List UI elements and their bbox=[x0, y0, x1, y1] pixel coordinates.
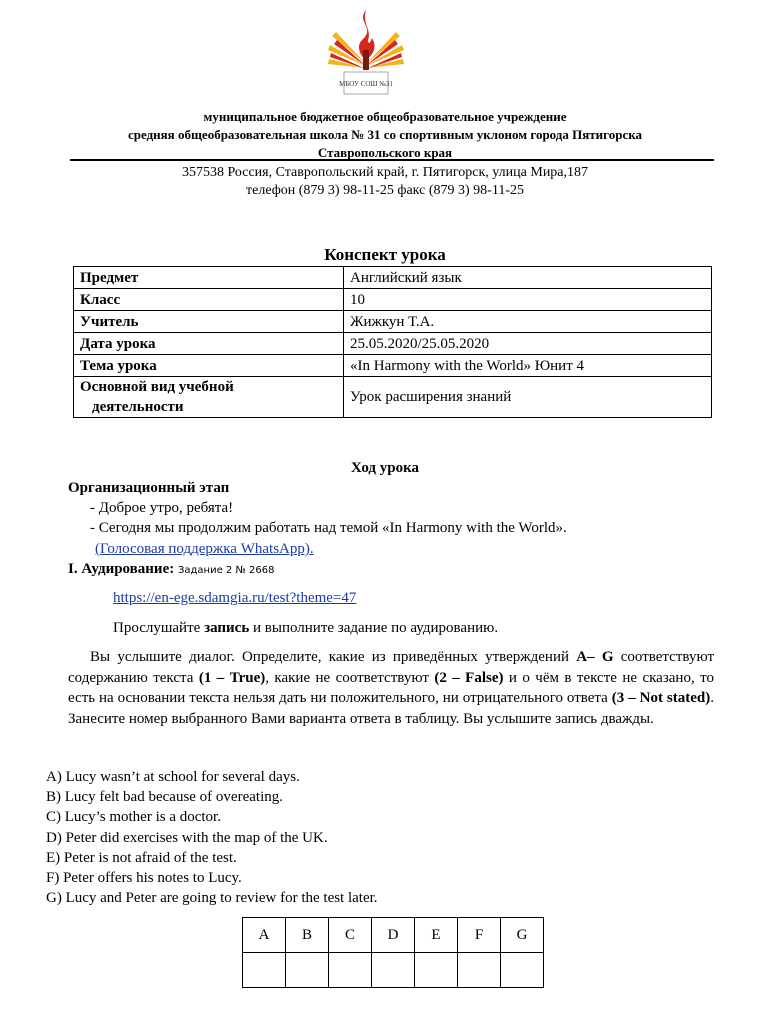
voice-support-link[interactable]: (Голосовая поддержка WhatsApp). bbox=[95, 541, 314, 557]
header-divider bbox=[70, 159, 714, 161]
answer-header: D bbox=[372, 918, 415, 953]
table-row bbox=[74, 377, 712, 418]
answer-header: G bbox=[501, 918, 544, 953]
list-item: C) Lucy’s mother is a doctor. bbox=[46, 809, 221, 826]
list-item: A) Lucy wasn’t at school for several days. bbox=[46, 769, 300, 785]
answer-input-row bbox=[243, 953, 544, 988]
info-key: Класс bbox=[74, 289, 344, 311]
info-key-line1: Основной вид учебной bbox=[80, 379, 234, 395]
answer-header: A bbox=[243, 918, 286, 953]
table-row bbox=[74, 333, 712, 355]
answer-header: C bbox=[329, 918, 372, 953]
info-key: Предмет bbox=[74, 267, 344, 289]
school-address: 357538 Россия, Ставропольский край, г. Пятигорск, улица Мира,187 bbox=[181, 165, 589, 180]
section-title: I. Аудирование: bbox=[68, 561, 175, 577]
school-logo bbox=[326, 6, 406, 102]
list-item: G) Lucy and Peter are going to review for the test later. bbox=[46, 890, 378, 907]
info-key: Учитель bbox=[74, 311, 344, 333]
list-item: F) Peter offers his notes to Lucy. bbox=[46, 870, 242, 887]
table-row bbox=[74, 311, 712, 333]
statements-list bbox=[46, 767, 378, 908]
answer-table bbox=[242, 917, 544, 988]
page-title: Конспект урока bbox=[324, 245, 446, 264]
info-key: Тема урока bbox=[74, 355, 344, 377]
answer-header: B bbox=[286, 918, 329, 953]
greeting-line: - Доброе утро, ребята! bbox=[90, 500, 234, 516]
table-row bbox=[74, 355, 712, 377]
answer-cell-c[interactable] bbox=[329, 953, 372, 988]
info-value: «In Harmony with the World» Юнит 4 bbox=[344, 355, 712, 377]
task-instructions: Вы услышите диалог. Определите, какие из приведённых утверждений A– G соответствуют содержанию текста (1 – True), какие не соответствуют (2 – False) и о чём в тексте не сказано, то есть на основании текста нельзя дать ни положительного, ни отрицательного ответа (3 – Not stated). Занесите номер выбранного Вами варианта ответа в таблицу. Вы услышите запись дважды. bbox=[68, 649, 715, 727]
info-value: Английский язык bbox=[344, 267, 712, 289]
stage-title: Организационный этап bbox=[68, 480, 230, 496]
answer-cell-f[interactable] bbox=[458, 953, 501, 988]
list-item: B) Lucy felt bad because of overeating. bbox=[46, 789, 283, 806]
header-line1: муниципальное бюджетное общеобразовательное учреждение bbox=[203, 109, 567, 124]
school-phone: телефон (879 3) 98-11-25 факс (879 3) 98-11-25 bbox=[246, 183, 524, 198]
logo-caption: МБОУ СОШ №31 bbox=[339, 80, 393, 88]
answer-header: F bbox=[458, 918, 501, 953]
lesson-info-table bbox=[73, 266, 712, 418]
info-key bbox=[74, 377, 344, 418]
info-key: Дата урока bbox=[74, 333, 344, 355]
logo-torch bbox=[363, 50, 369, 70]
test-link[interactable]: https://en-ege.sdamgia.ru/test?theme=47 bbox=[113, 590, 357, 606]
answer-cell-g[interactable] bbox=[501, 953, 544, 988]
answer-cell-d[interactable] bbox=[372, 953, 415, 988]
header-line3: Ставропольского края bbox=[317, 145, 453, 160]
list-item: D) Peter did exercises with the map of the UK. bbox=[46, 829, 328, 846]
listening-header bbox=[68, 559, 275, 581]
answer-header: E bbox=[415, 918, 458, 953]
table-row bbox=[74, 289, 712, 311]
answer-cell-a[interactable] bbox=[243, 953, 286, 988]
record-word: запись bbox=[204, 620, 250, 636]
listen-instruction: Прослушайте запись и выполните задание по аудированию. bbox=[113, 620, 499, 636]
topic-line: - Сегодня мы продолжим работать над темой «In Harmony with the World». bbox=[90, 520, 567, 536]
info-value: 10 bbox=[344, 289, 712, 311]
list-item: E) Peter is not afraid of the test. bbox=[46, 849, 237, 866]
info-key-line2: деятельности bbox=[92, 399, 184, 415]
info-value: 25.05.2020/25.05.2020 bbox=[344, 333, 712, 355]
table-row bbox=[74, 267, 712, 289]
header-line2: средняя общеобразовательная школа № 31 со спортивным уклоном города Пятигорска bbox=[127, 127, 643, 142]
info-value: Жижкун Т.А. bbox=[344, 311, 712, 333]
lesson-heading: Ход урока bbox=[350, 460, 420, 476]
answer-cell-e[interactable] bbox=[415, 953, 458, 988]
answer-cell-b[interactable] bbox=[286, 953, 329, 988]
info-value: Урок расширения знаний bbox=[344, 377, 712, 418]
answer-header-row bbox=[243, 918, 544, 953]
task-reference: Задание 2 № 2668 bbox=[177, 565, 275, 576]
